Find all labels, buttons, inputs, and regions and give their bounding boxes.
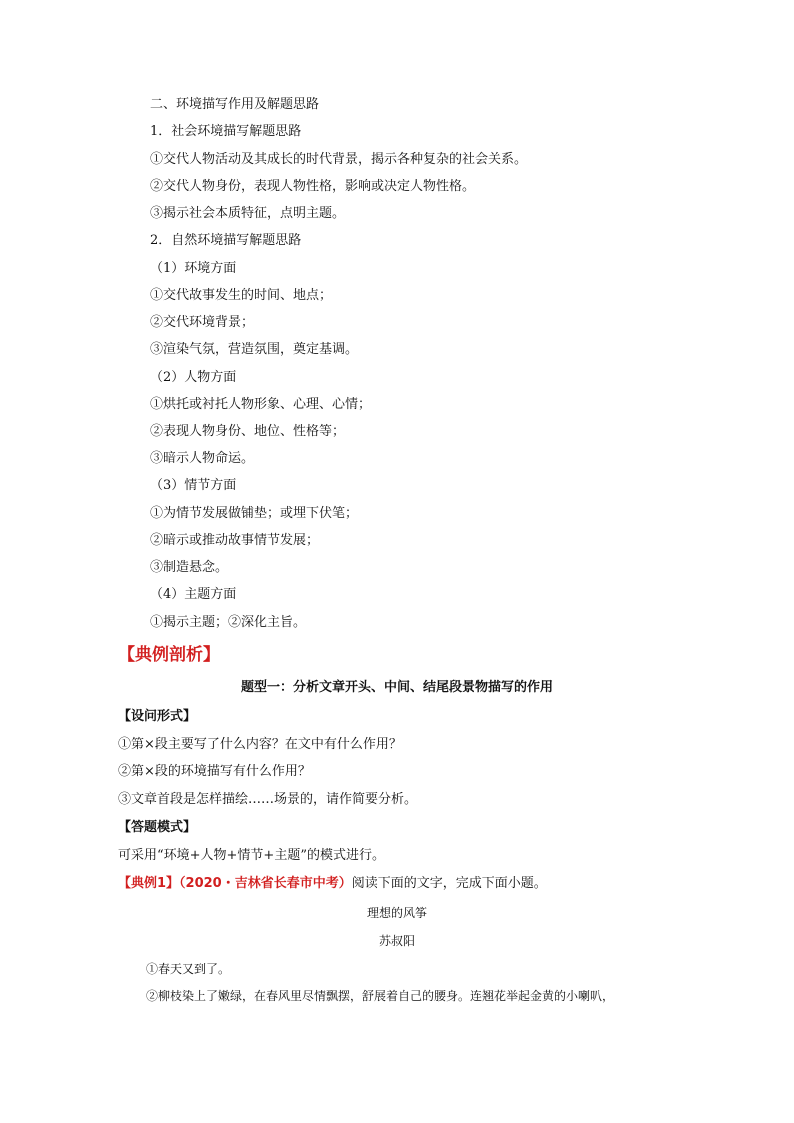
theme-aspect-title: （4）主题方面: [150, 587, 237, 602]
subheading-natural-environment: 2．自然环境描写解题思路: [150, 233, 302, 248]
plot-point-1: ①为情节发展做铺垫；或埋下伏笔；: [150, 506, 359, 521]
passage-paragraph-1: ①春天又到了。: [146, 962, 231, 976]
answer-mode-heading: 【答题模式】: [118, 820, 197, 835]
env-point-2: ②交代环境背景；: [150, 315, 255, 330]
social-point-2: ②交代人物身份，表现人物性格，影响或决定人物性格。: [150, 179, 476, 194]
theme-points: ①揭示主题；②深化主旨。: [150, 615, 307, 630]
plot-aspect-title: （3）情节方面: [150, 478, 237, 493]
question-form-2: ②第×段的环境描写有什么作用？: [118, 764, 311, 779]
social-point-3: ③揭示社会本质特征，点明主题。: [150, 206, 346, 221]
plot-point-3: ③制造悬念。: [150, 560, 229, 575]
subheading-social-environment: 1．社会环境描写解题思路: [150, 124, 302, 139]
passage-title: 理想的风筝: [366, 906, 427, 920]
env-point-3: ③渲染气氛，营造氛围，奠定基调。: [150, 342, 359, 357]
typical-example-heading: 【典例剖析】: [118, 645, 220, 665]
social-point-1: ①交代人物活动及其成长的时代背景，揭示各种复杂的社会关系。: [150, 152, 528, 167]
example-1-label: 【典例1】: [118, 876, 180, 891]
question-form-heading: 【设问形式】: [118, 709, 197, 724]
example-1-line: [118, 875, 547, 893]
question-type-title: 题型一：分析文章开头、中间、结尾段景物描写的作用: [240, 680, 553, 695]
env-aspect-title: （1）环境方面: [150, 261, 237, 276]
question-form-3: ③文章首段是怎样描绘……场景的，请作简要分析。: [118, 792, 418, 807]
example-1-instruction: 阅读下面的文字，完成下面小题。: [351, 876, 547, 891]
char-point-1: ①烘托或衬托人物形象、心理、心情；: [150, 397, 372, 412]
plot-point-2: ②暗示或推动故事情节发展；: [150, 533, 320, 548]
char-point-3: ③暗示人物命运。: [150, 451, 255, 466]
char-point-2: ②表现人物身份、地位、性格等；: [150, 424, 346, 439]
example-1-source: （2020・吉林省长春市中考）: [179, 876, 352, 891]
answer-mode-text: 可采用“环境+人物+情节+主题”的模式进行。: [118, 848, 385, 863]
env-point-1: ①交代故事发生的时间、地点；: [150, 288, 333, 303]
passage-author: 苏叔阳: [378, 934, 415, 948]
passage-paragraph-2: ②柳枝染上了嫩绿，在春风里尽情飘摆，舒展着自己的腰身。连翘花举起金黄的小喇叭，: [146, 989, 615, 1003]
char-aspect-title: （2）人物方面: [150, 370, 237, 385]
section-heading-environment: 二、环境描写作用及解题思路: [150, 97, 320, 112]
question-form-1: ①第×段主要写了什么内容？在文中有什么作用？: [118, 737, 402, 752]
